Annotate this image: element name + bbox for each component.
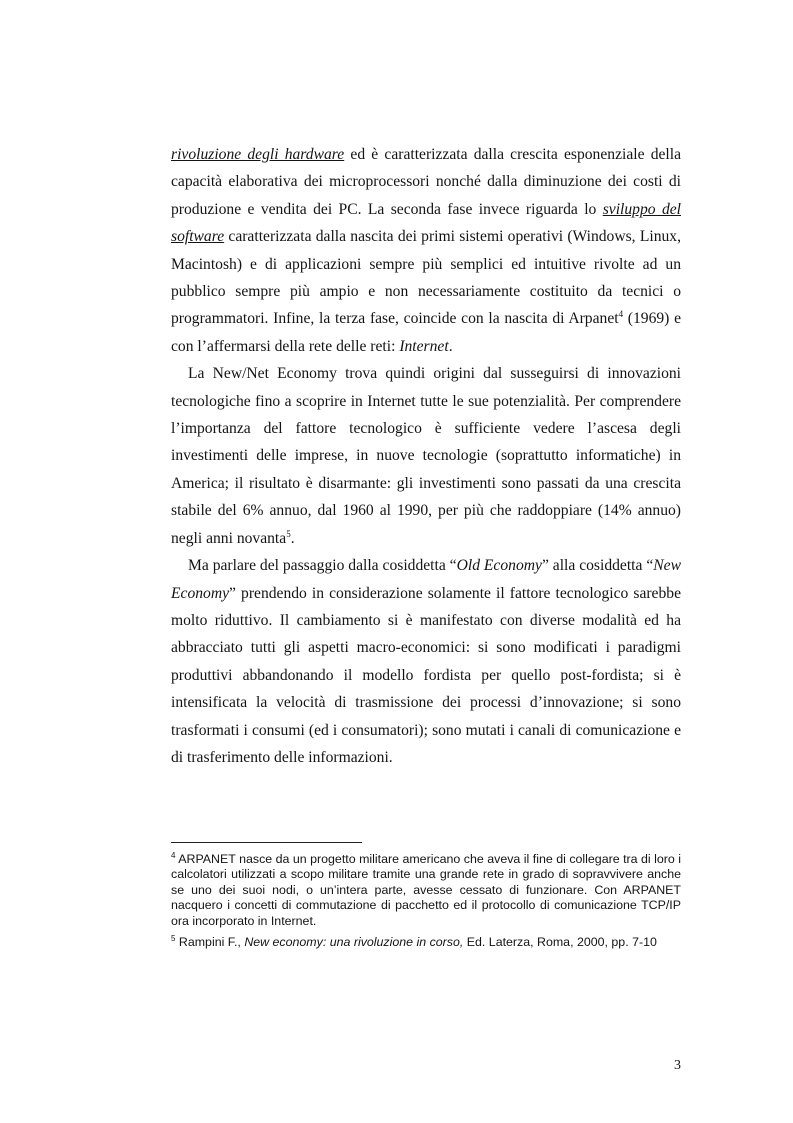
page-number: 3: [674, 1058, 681, 1073]
paragraph-3-text-b: ” alla cosiddetta “: [541, 557, 654, 575]
paragraph-3-text-a: Ma parlare del passaggio dalla cosiddetta “: [188, 557, 457, 575]
paragraph-1-text-a: ed è caratterizzata dalla crescita esponenziale della capacità elaborativa dei microprocessori nonché dalla diminuzione dei costi di produzione e vendita dei PC. La seconda fase invece riguarda lo: [171, 146, 681, 218]
paragraph-2-text-a: La New/Net Economy trova quindi origini dal susseguirsi di innovazioni tecnologiche fino a scoprire in Internet tutte le sue potenzialità. Per comprendere l’importanza del fattore tecnologico è sufficiente vedere l’ascesa degli investimenti delle imprese, in nuove tecnologie (soprattutto informatiche) in America; il risultato è disarmante: gli investimenti sono passati da una crescita stabile del 6% annuo, dal 1960 al 1990, per più che raddoppiare (14% annuo) negli anni novanta: [171, 365, 681, 547]
footnote-4-number: 4: [171, 850, 176, 860]
footnote-5: [171, 935, 681, 950]
paragraph-2: [171, 360, 681, 552]
paragraph-1-text-d: .: [448, 337, 453, 355]
emphasis-old-economy: Old Economy: [456, 557, 542, 575]
footnote-5-number: 5: [171, 933, 176, 943]
emphasis-new-economy: New Economy: [171, 557, 682, 602]
footnote-5-book-title: New economy: una rivoluzione in corso,: [244, 935, 464, 950]
footnote-5-text-b: Ed. Laterza, Roma, 2000, pp. 7-10: [463, 935, 657, 950]
footnote-separator: [171, 842, 362, 843]
emphasis-internet: Internet: [399, 337, 449, 355]
paragraph-1-text-c: (1969) e con l’affermarsi della rete delle reti:: [171, 310, 681, 355]
paragraph-1: [171, 141, 681, 360]
paragraph-2-text-b: .: [290, 529, 295, 547]
body-text: [171, 141, 681, 771]
paragraph-3: [171, 552, 681, 771]
paragraph-3-text-c: ” prendendo in considerazione solamente il fattore tecnologico sarebbe molto riduttivo. Il cambiamento si è manifestato con diverse modalità ed ha abbracciato tutti gli aspetti macro-economici: si sono modificati i paradigmi produttivi abbandonando il modello fordista per quello post-fordista; si è intensificata la velocità di trasmissione dei processi d’innovazione; si sono trasformati i consumi (ed i consumatori); sono mutati i canali di comunicazione e di trasferimento delle informazioni.: [171, 584, 681, 766]
emphasis-software-development: sviluppo del software: [171, 200, 681, 246]
footnote-5-text-a: Rampini F.,: [175, 935, 245, 950]
footnotes: [171, 852, 681, 956]
footnote-4-text: ARPANET nasce da un progetto militare americano che aveva il fine di collegare tra di loro i calcolatori utilizzati a scopo militare tramite una grande rete in grado di sopravvivere anche se uno dei suoi nodi, o un’intera parte, avesse cessato di funzionare. Con ARPANET nacquero i concetti di commutazione di pacchetto ed il protocollo di comunicazione TCP/IP ora incorporato in Internet.: [171, 852, 681, 928]
footnote-ref-5: 5: [286, 528, 291, 539]
paragraph-1-text-b: caratterizzata dalla nascita dei primi sistemi operativi (Windows, Linux, Macintosh) e di applicazioni sempre più semplici ed intuitive rivolte ad un pubblico sempre più ampio e non necessariamente costituito da tecnici o programmatori. Infine, la terza fase, coincide con la nascita di Arpanet: [171, 228, 681, 328]
footnote-4: [171, 852, 681, 929]
emphasis-hardware-revolution: rivoluzione degli hardware: [171, 146, 345, 163]
footnote-ref-4: 4: [618, 309, 624, 320]
